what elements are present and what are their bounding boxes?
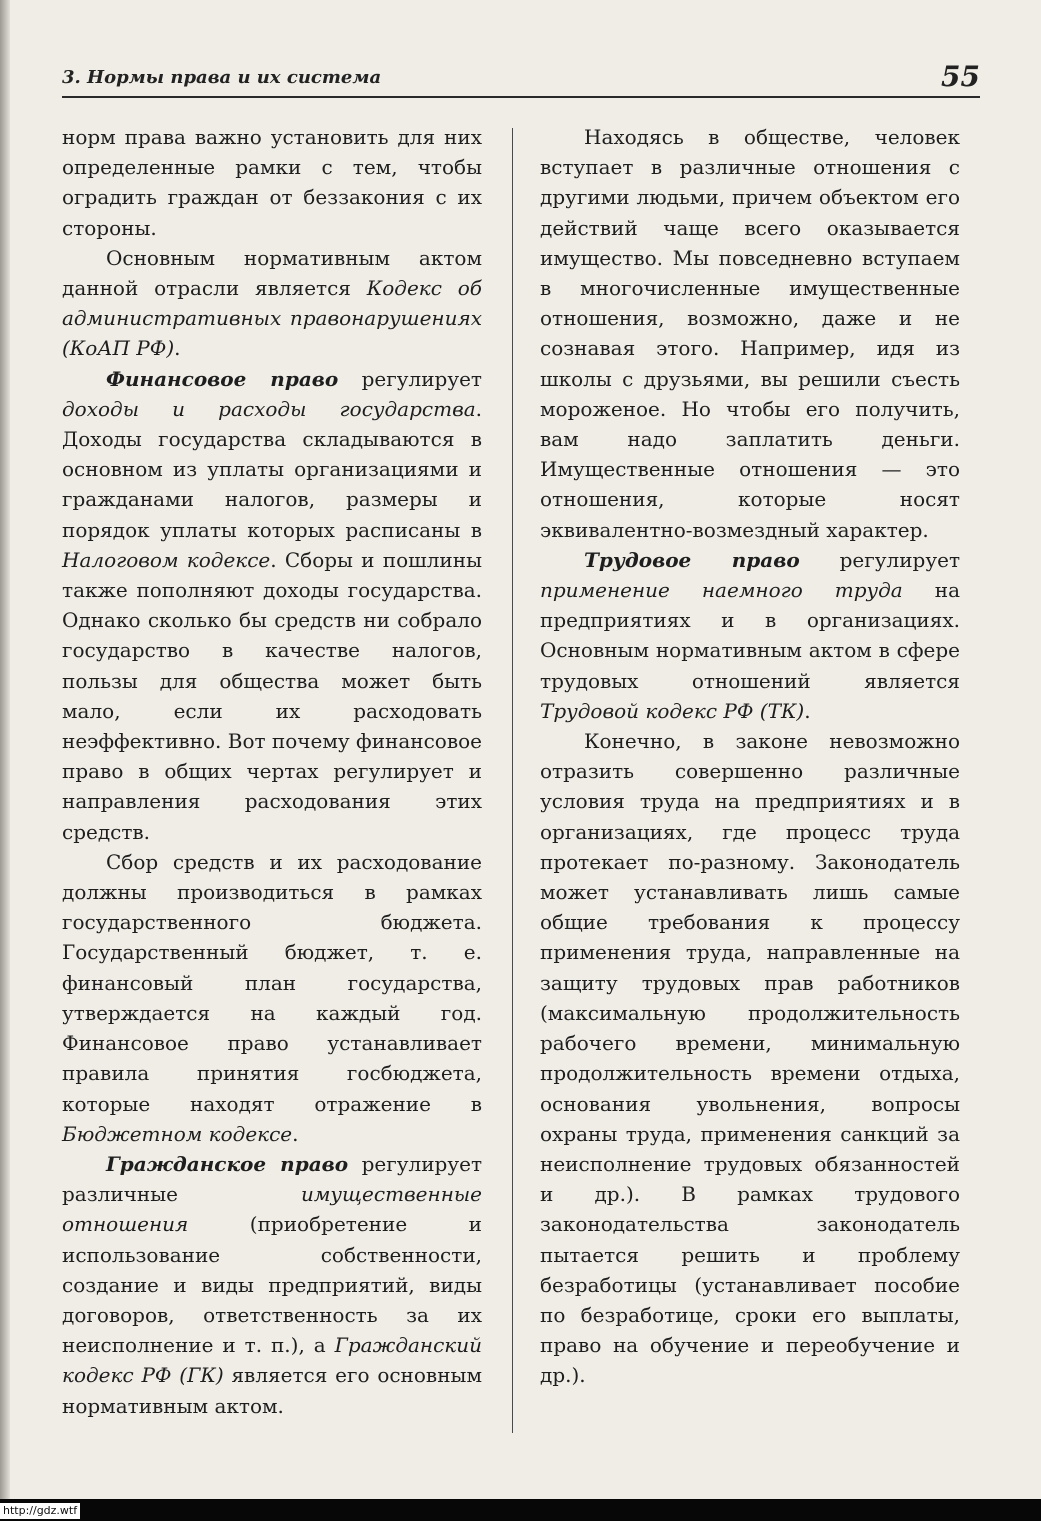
code-title-labor: Трудовой кодекс РФ (ТК) [540, 698, 805, 723]
paragraph-text: . [292, 1121, 299, 1146]
paragraph-civil-law [62, 1149, 482, 1421]
code-title-koap: Кодекс об административных правонарушениях (КоАП РФ) [62, 276, 483, 361]
emphasis-income-expenses: доходы и расходы государства [62, 396, 476, 421]
emphasis-hired-labor: применение наемного труда [540, 578, 903, 603]
paragraph-text: Основным нормативным актом данной отрасли является [62, 245, 482, 301]
right-column [540, 122, 960, 1391]
paragraph-financial-law [62, 364, 482, 847]
paragraph-text: . Сборы и пошлины также пополняют доходы государства. Однако сколько бы средств ни собрало государство в качестве налогов, пользы для общества может быть мало, если их расходовать неэффективно. Вот почему финансовое право в общих чертах регулирует и направления расходования этих средств. [62, 547, 482, 844]
page-number: 55 [941, 60, 980, 93]
paragraph-text: . [804, 698, 811, 723]
paragraph-text: на предприятиях и в организациях. Основным нормативным актом в сфере трудовых отношений является [540, 578, 960, 693]
code-title-budget: Бюджетном кодексе [62, 1121, 293, 1146]
paragraph-text: регулирует различные [62, 1151, 483, 1207]
column-divider [512, 128, 513, 1433]
paragraph-text: (приобретение и использование собственности, создание и виды предприятий, виды договоров, ответственность за их неисполнение и т. п.), а [62, 1212, 482, 1358]
paragraph-budget [62, 847, 482, 1149]
term-financial-law: Финансовое право [106, 366, 339, 391]
emphasis-property-relations: имущественные отношения [62, 1182, 482, 1237]
footer-bar [0, 1499, 1041, 1521]
paragraph-text: регулирует [799, 547, 961, 572]
paragraph-continuation: норм права важно установить для них определенные рамки с тем, чтобы оградить граждан от беззакония с их стороны. [62, 125, 482, 240]
paragraph-koap [62, 243, 482, 364]
left-column [62, 122, 482, 1421]
paragraph-text: . Доходы государства складываются в основном из уплаты организациями и гражданами налогов, размеры и порядок уплаты которых расписаны в [62, 396, 482, 542]
paragraph-property-relations: Находясь в обществе, человек вступает в различные отношения с другими людьми, причем объектом его действий чаще всего оказывается имущество. Мы повседневно вступаем в многочисленные имущественные отношения, возможно, даже и не сознавая этого. Например, идя из школы с друзьями, вы решили съесть мороженое. Но чтобы его получить, вам надо заплатить деньги. Имущественные отношения — это отношения, которые носят эквивалентно-возмездный характер. [540, 125, 960, 542]
page-edge-shadow [0, 0, 10, 1521]
chapter-title: 3. Нормы права и их система [62, 67, 382, 88]
running-header [62, 62, 980, 98]
code-title-civil: Гражданский кодекс РФ (ГК) [62, 1333, 482, 1388]
paragraph-text: регулирует [338, 366, 482, 391]
paragraph-text: является его основным нормативным актом. [62, 1363, 482, 1418]
paragraph-text: . [174, 336, 181, 361]
code-title-tax: Налоговом кодексе [62, 547, 271, 572]
term-civil-law: Гражданское право [106, 1151, 349, 1176]
term-labor-law: Трудовое право [584, 547, 800, 572]
footer-url[interactable]: http://gdz.wtf [0, 1503, 80, 1519]
paragraph-text: Сбор средств и их расходование должны производиться в рамках государственного бюджета. Государственный бюджет, т. е. финансовый план государства, утверждается на каждый год. Финансовое право устанавливает правила принятия госбюджета, которые находят отражение в [62, 849, 482, 1116]
paragraph-labor-legislation: Конечно, в законе невозможно отразить совершенно различные условия труда на предприятиях и в организациях, где процесс труда протекает по-разному. Законодатель может устанавливать лишь самые общие требования к процессу применения труда, направленные на защиту трудовых прав работников (максимальную продолжительность рабочего времени, минимальную продолжительность времени отдыха, основания увольнения, вопросы охраны труда, применения санкций за неисполнение трудовых обязанностей и др.). В рамках трудового законодательства законодатель пытается решить и проблему безработицы (устанавливает пособие по безработице, сроки его выплаты, право на обучение и переобучение и др.). [540, 729, 960, 1388]
paragraph-labor-law [540, 545, 960, 726]
